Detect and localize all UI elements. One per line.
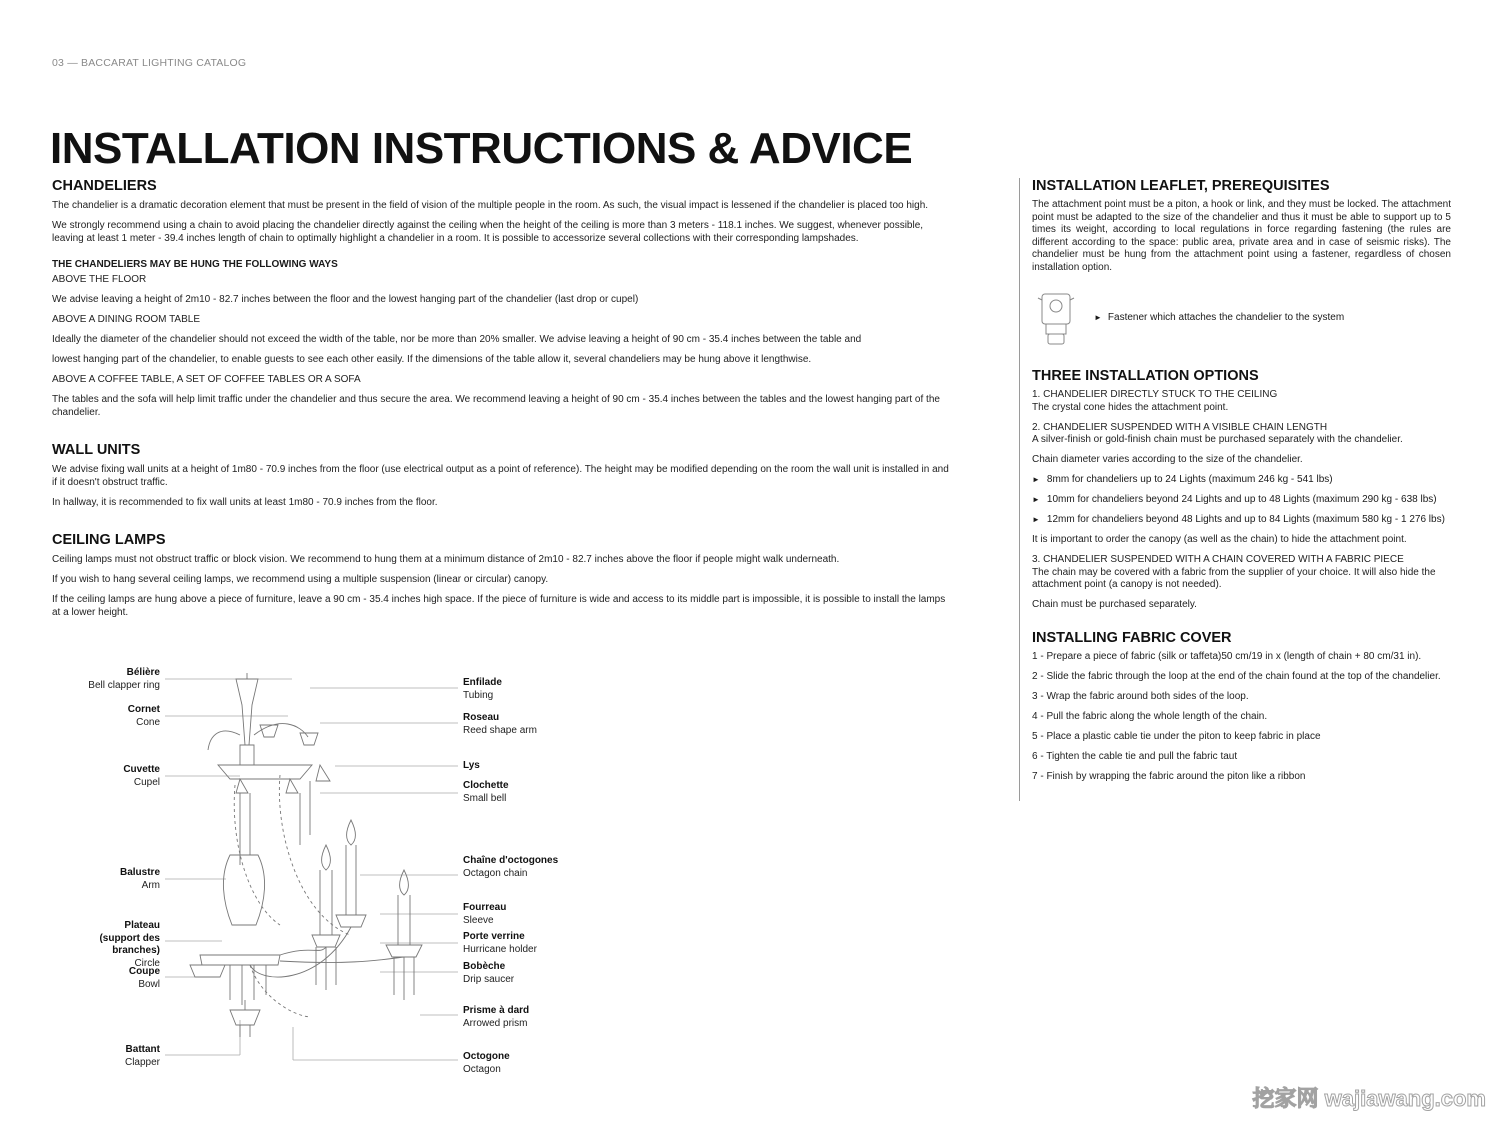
option-3: 3. CHANDELIER SUSPENDED WITH A CHAIN COVERED WITH A FABRIC PIECE The chain may be covered with a fabric from the supplier of your choice. It will also hide the attachment point (a canopy is not needed). [1032, 554, 1436, 590]
section-installation-options [1032, 368, 1451, 612]
label-prisme-a-dard: Prisme à dard Arrowed prism [463, 1005, 530, 1029]
label-beliere: Bélière Bell clapper ring [88, 667, 160, 691]
leaflet-paragraph: The attachment point must be a piton, a hook or link, and they must be locked. The attachment point must be adapted to the size of the chandelier and thus it must be able to support up to 5 times its weight, according to local regulations in force regarding fastening (the rules are different according to the space: public area, private area and in case of seismic risks). The chandelier must be hung from the attachment point using a fastener, regardless of chosen installation option. [1032, 199, 1451, 273]
label-roseau: Roseau Reed shape arm [463, 712, 537, 736]
chandeliers-paragraph-1: The chandelier is a dramatic decoration element that must be present in the field of vision of the multiple people in the room. As such, the visual impact is lessened if the chandelier is placed too high. [52, 200, 929, 211]
fabric-step-7: 7 - Finish by wrapping the fabric around the piton like a ribbon [1032, 770, 1306, 782]
above-coffee-table-title: ABOVE A COFFEE TABLE, A SET OF COFFEE TABLES OR A SOFA [52, 374, 361, 385]
label-cuvette: Cuvette Cupel [123, 764, 160, 788]
options-heading: THREE INSTALLATION OPTIONS [1032, 368, 1259, 384]
label-coupe: Coupe Bowl [128, 966, 160, 990]
triangle-bullet-icon: ► [1032, 475, 1040, 484]
triangle-bullet-icon: ► [1032, 495, 1040, 504]
label-enfilade: Enfilade Tubing [463, 677, 502, 701]
option-2: 2. CHANDELIER SUSPENDED WITH A VISIBLE CHAIN LENGTH A silver-finish or gold-finish chain must be purchased separately with the chandelier. [1032, 421, 1403, 445]
fabric-step-6: 6 - Tighten the cable tie and pull the fabric taut [1032, 750, 1238, 762]
canopy-note: It is important to order the canopy (as well as the chain) to hide the attachment point. [1032, 534, 1407, 545]
triangle-bullet-icon: ► [1094, 312, 1102, 322]
option-3-note: Chain must be purchased separately. [1032, 599, 1197, 610]
fabric-step-3: 3 - Wrap the fabric around both sides of the loop. [1032, 690, 1249, 702]
section-ceiling-lamps [52, 532, 952, 619]
fabric-step-1: 1 - Prepare a piece of fabric (silk or taffeta)50 cm/19 in x (length of chain + 80 cm/31 in). [1032, 650, 1422, 662]
chain-bullet-1: ► 8mm for chandeliers up to 24 Lights (maximum 246 kg - 541 lbs) [1032, 474, 1333, 485]
section-chandeliers [52, 178, 952, 419]
label-plateau: Plateau (support des branches) Circle [99, 920, 160, 969]
chandelier-diagram [50, 665, 610, 1085]
above-dining-table-text-2: lowest hanging part of the chandelier, to enable guests to see each other easily. If the dimensions of the table allow it, several chandeliers may be hung above it lengthwise. [52, 354, 812, 365]
ceiling-lamps-paragraph-3: If the ceiling lamps are hung above a piece of furniture, leave a 90 cm - 35.4 inches high space. If the piece of furniture is wide and access to its middle part is impossible, it is possible to install the lamps at a lower height. [52, 594, 946, 618]
section-wall-units [52, 442, 952, 509]
page-title: INSTALLATION INSTRUCTIONS & ADVICE [50, 124, 913, 173]
wall-units-paragraph-2: In hallway, it is recommended to fix wall units at least 1m80 - 70.9 inches from the floor. [52, 496, 438, 508]
above-dining-table-text-1: Ideally the diameter of the chandelier should not exceed the width of the table, nor be more than 20% smaller. We advise leaving a height of 90 cm - 35.4 inches between the table and [52, 334, 862, 345]
chain-intro: Chain diameter varies according to the size of the chandelier. [1032, 454, 1303, 465]
watermark: 挖家网 wajiawang.com [1252, 1086, 1486, 1111]
label-octogone: Octogone Octagon [463, 1051, 510, 1075]
label-porte-verrine: Porte verrine Hurricane holder [463, 931, 537, 955]
ceiling-lamps-paragraph-2: If you wish to hang several ceiling lamps, we recommend using a multiple suspension (linear or circular) canopy. [52, 574, 549, 585]
above-floor-title: ABOVE THE FLOOR [52, 274, 147, 285]
label-chaine-octogones: Chaîne d'octogones Octagon chain [463, 855, 559, 879]
label-clochette: Clochette Small bell [463, 780, 509, 804]
fabric-step-5: 5 - Place a plastic cable tie under the piton to keep fabric in place [1032, 730, 1321, 742]
right-column [1019, 178, 1451, 801]
left-column [52, 178, 952, 642]
ceiling-lamps-heading: CEILING LAMPS [52, 532, 166, 548]
above-coffee-table-text: The tables and the sofa will help limit traffic under the chandelier and thus secure the area. We recommend leaving a height of 90 cm - 35.4 inches between the tables and the lowest hanging part of the chandelier. [52, 394, 940, 418]
hanging-ways-subheading: THE CHANDELIERS MAY BE HUNG THE FOLLOWING WAYS [52, 259, 338, 270]
label-fourreau: Fourreau Sleeve [463, 902, 507, 926]
fabric-step-4: 4 - Pull the fabric along the whole length of the chain. [1032, 710, 1268, 722]
chandeliers-paragraph-2: We strongly recommend using a chain to avoid placing the chandelier directly against the ceiling when the height of the ceiling is more than 3 meters - 118.1 inches. We suggest, whenever possible, leaving at least 1 meter - 39.4 inches length of chain to optimally highlight a chandelier in a room. It is possible to accessorize several collections with their corresponding lampshades. [52, 220, 924, 244]
option-1: 1. CHANDELIER DIRECTLY STUCK TO THE CEILING The crystal cone hides the attachment point. [1032, 389, 1278, 413]
fabric-step-2: 2 - Slide the fabric through the loop at the end of the chain found at the top of the chandelier. [1032, 670, 1441, 682]
label-bobeche: Bobèche Drip saucer [463, 961, 515, 985]
fastener-caption: ► Fastener which attaches the chandelier to the system [1094, 311, 1345, 323]
above-dining-table-title: ABOVE A DINING ROOM TABLE [52, 314, 201, 325]
fabric-heading: INSTALLING FABRIC COVER [1032, 629, 1232, 646]
section-leaflet [1032, 178, 1451, 274]
wall-units-heading: WALL UNITS [52, 442, 141, 458]
label-balustre: Balustre Arm [119, 867, 160, 891]
triangle-bullet-icon: ► [1032, 515, 1040, 524]
label-lys: Lys [463, 760, 480, 771]
wall-units-paragraph-1: We advise fixing wall units at a height of 1m80 - 70.9 inches from the floor (use electrical output as a point of reference). The height may be modified depending on the room the wall unit is installed in and if it doesn't obstruct traffic. [52, 464, 949, 488]
chain-bullet-2: ► 10mm for chandeliers beyond 24 Lights and up to 48 Lights (maximum 290 kg - 638 lbs) [1032, 494, 1437, 505]
section-fabric-cover [1032, 630, 1451, 784]
ceiling-lamps-paragraph-1: Ceiling lamps must not obstruct traffic or block vision. We recommend to hung them at a minimum distance of 2m10 - 82.7 inches above the floor if people might walk underneath. [52, 554, 840, 565]
chandeliers-heading: CHANDELIERS [52, 178, 157, 194]
fastener-figure [1032, 286, 1451, 348]
label-cornet: Cornet Cone [127, 704, 160, 728]
fastener-icon [1032, 286, 1080, 348]
above-floor-text: We advise leaving a height of 2m10 - 82.7 inches between the floor and the lowest hanging part of the chandelier (last drop or cupel) [52, 294, 639, 305]
leaflet-heading: INSTALLATION LEAFLET, PREREQUISITES [1032, 178, 1330, 194]
label-battant: Battant Clapper [124, 1044, 160, 1068]
chain-bullet-3: ► 12mm for chandeliers beyond 48 Lights and up to 84 Lights (maximum 580 kg - 1 276 lbs) [1032, 514, 1445, 525]
catalog-header: 03 — BACCARAT LIGHTING CATALOG [52, 57, 247, 69]
